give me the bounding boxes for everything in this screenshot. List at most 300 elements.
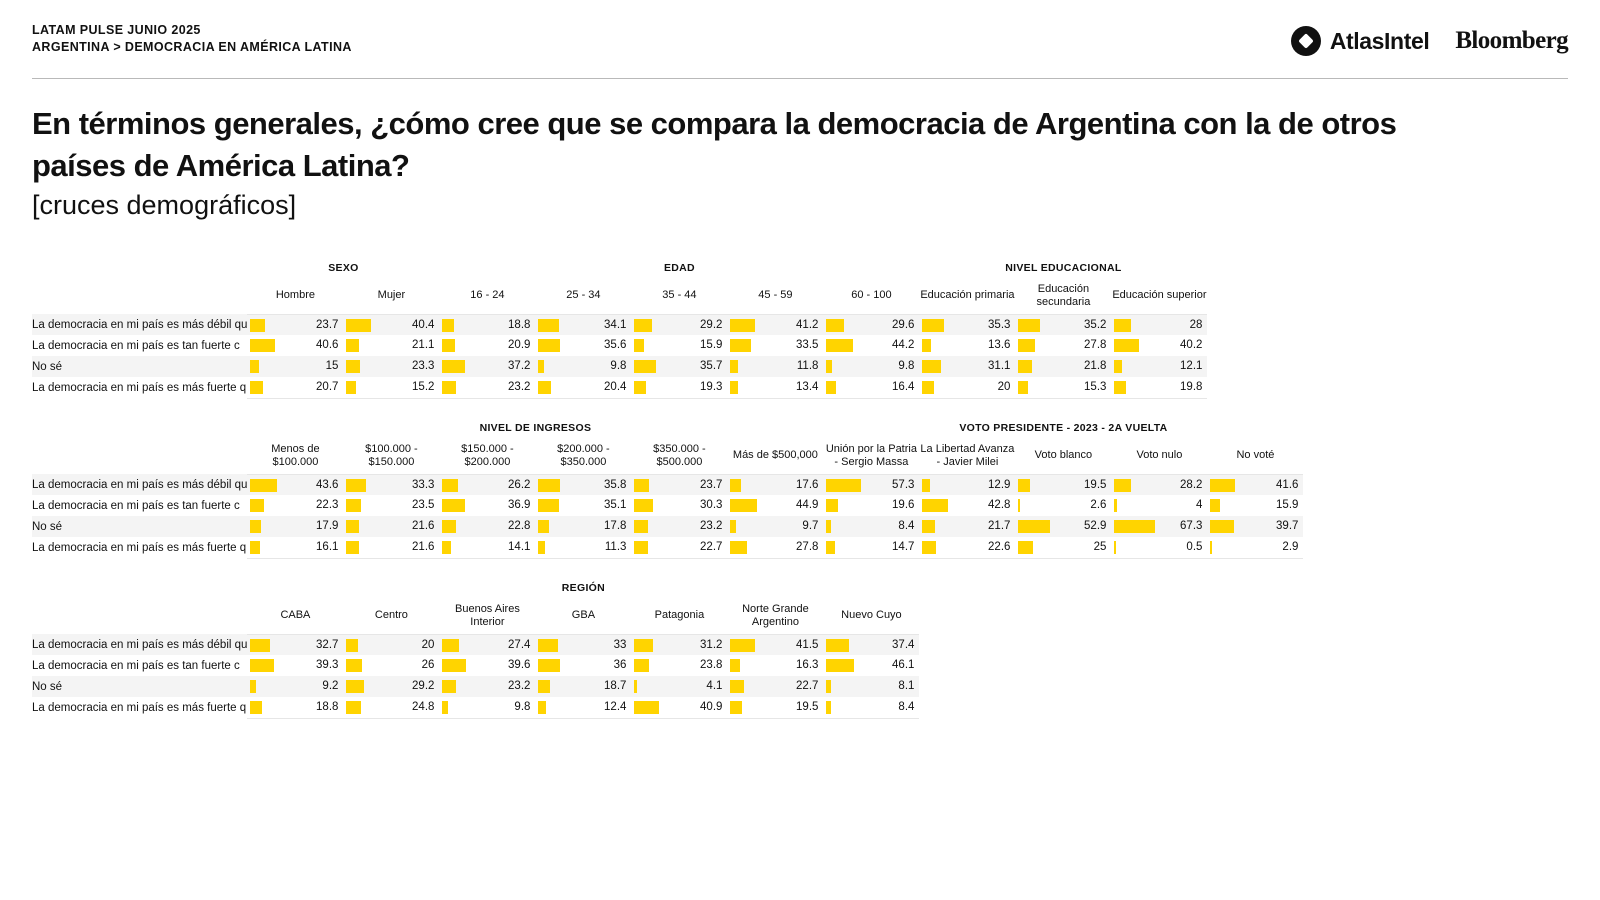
data-cell xyxy=(823,676,919,697)
column-header: Patagonia xyxy=(654,609,705,622)
value-label: 19.6 xyxy=(892,499,915,511)
value-label: 2.6 xyxy=(1090,499,1107,511)
value-bar xyxy=(730,659,740,672)
value-bar xyxy=(250,541,260,554)
data-cell xyxy=(823,335,919,356)
value-bar xyxy=(538,680,549,693)
column-header: 16 - 24 xyxy=(470,289,505,302)
data-cell xyxy=(343,495,439,516)
value-bar xyxy=(730,701,742,714)
value-bar xyxy=(250,339,274,352)
value-bar xyxy=(826,659,854,672)
column-header: Menos de $100.000 xyxy=(271,442,320,468)
value-bar xyxy=(1018,499,1020,512)
data-cell xyxy=(535,474,631,495)
value-label: 27.8 xyxy=(1084,339,1107,351)
value-bar xyxy=(442,701,448,714)
value-bar xyxy=(250,499,263,512)
value-bar xyxy=(1210,479,1235,492)
value-label: 29.6 xyxy=(892,318,915,331)
atlas-diamond-icon xyxy=(1291,26,1321,56)
value-bar xyxy=(442,319,453,332)
value-bar xyxy=(922,339,930,352)
value-label: 11.8 xyxy=(796,360,819,372)
value-bar xyxy=(730,639,755,652)
data-cell xyxy=(247,495,343,516)
value-bar xyxy=(1018,541,1033,554)
value-bar xyxy=(1018,339,1035,352)
group-header-row xyxy=(32,418,1303,438)
value-bar xyxy=(1114,360,1121,373)
data-cell xyxy=(439,516,535,537)
crosstab-block-1 xyxy=(32,258,1207,399)
value-label: 17.8 xyxy=(604,520,627,532)
crosstab-table xyxy=(32,578,919,719)
value-label: 23.8 xyxy=(700,659,723,671)
value-bar xyxy=(634,319,652,332)
data-cell xyxy=(1111,516,1207,537)
column-header: $200.000 - $350.000 xyxy=(557,442,610,468)
value-label: 4 xyxy=(1196,499,1203,511)
header-divider xyxy=(32,78,1568,79)
value-label: 4.1 xyxy=(706,680,723,692)
value-label: 39.3 xyxy=(316,659,339,671)
value-bar xyxy=(250,520,261,533)
value-label: 21.6 xyxy=(412,520,435,532)
table-row xyxy=(32,697,919,718)
value-label: 41.2 xyxy=(796,318,819,331)
table-row xyxy=(32,676,919,697)
value-label: 2.9 xyxy=(1282,541,1299,553)
data-cell xyxy=(727,537,823,558)
value-bar xyxy=(730,479,741,492)
data-cell xyxy=(631,655,727,676)
value-label: 33.5 xyxy=(796,339,819,351)
value-bar xyxy=(1018,360,1031,373)
crosstab-block-3 xyxy=(32,578,919,719)
value-bar xyxy=(538,701,545,714)
atlasintel-logo xyxy=(1291,26,1430,56)
data-cell xyxy=(439,314,535,335)
column-header-spacer xyxy=(32,438,247,474)
data-cell xyxy=(535,356,631,377)
data-cell xyxy=(1111,495,1207,516)
value-bar xyxy=(634,659,648,672)
data-cell xyxy=(919,537,1015,558)
data-cell xyxy=(1207,537,1303,558)
value-label: 20 xyxy=(421,638,435,651)
value-bar xyxy=(538,639,558,652)
value-label: 23.7 xyxy=(316,318,339,331)
value-label: 24.8 xyxy=(412,701,435,713)
value-label: 21.6 xyxy=(412,541,435,553)
data-cell xyxy=(1207,495,1303,516)
data-cell xyxy=(631,474,727,495)
value-bar xyxy=(634,639,653,652)
value-label: 29.2 xyxy=(700,318,723,331)
value-label: 33.3 xyxy=(412,478,435,491)
table-row xyxy=(32,655,919,676)
value-label: 35.1 xyxy=(604,499,627,511)
value-bar xyxy=(538,381,550,394)
value-label: 35.7 xyxy=(700,360,723,372)
value-label: 36 xyxy=(613,659,627,671)
value-label: 35.8 xyxy=(604,478,627,491)
value-bar xyxy=(442,339,455,352)
data-cell xyxy=(247,474,343,495)
data-cell xyxy=(823,655,919,676)
data-cell xyxy=(823,314,919,335)
data-cell xyxy=(727,314,823,335)
data-cell xyxy=(919,377,1015,398)
data-cell xyxy=(535,634,631,655)
column-header: GBA xyxy=(571,609,596,622)
value-bar xyxy=(826,701,831,714)
value-bar xyxy=(634,541,648,554)
value-label: 8.4 xyxy=(898,520,915,532)
value-label: 29.2 xyxy=(412,680,435,692)
value-bar xyxy=(346,479,366,492)
data-cell xyxy=(343,516,439,537)
data-cell xyxy=(727,634,823,655)
table-row xyxy=(32,356,1207,377)
header xyxy=(32,22,1568,78)
data-cell xyxy=(247,356,343,377)
data-cell xyxy=(823,697,919,718)
data-cell xyxy=(343,537,439,558)
value-bar xyxy=(826,319,844,332)
table-row xyxy=(32,377,1207,398)
data-cell xyxy=(631,314,727,335)
value-label: 27.8 xyxy=(796,541,819,553)
value-bar xyxy=(442,479,458,492)
value-label: 44.9 xyxy=(796,499,819,511)
row-label: No sé xyxy=(32,676,247,697)
value-bar xyxy=(730,319,755,332)
value-label: 9.7 xyxy=(802,520,819,532)
value-label: 41.5 xyxy=(796,638,819,651)
column-header-row xyxy=(32,278,1207,314)
value-label: 14.1 xyxy=(508,541,531,553)
value-label: 35.3 xyxy=(988,318,1011,331)
data-cell xyxy=(1111,474,1207,495)
data-cell xyxy=(343,634,439,655)
value-label: 37.2 xyxy=(508,360,531,372)
value-bar xyxy=(250,479,276,492)
value-bar xyxy=(922,360,941,373)
data-cell xyxy=(1111,335,1207,356)
data-cell xyxy=(727,516,823,537)
value-label: 57.3 xyxy=(892,478,915,491)
data-cell xyxy=(535,516,631,537)
crosstab-table xyxy=(32,258,1207,399)
data-cell xyxy=(919,335,1015,356)
value-label: 0.5 xyxy=(1186,541,1203,553)
value-label: 19.8 xyxy=(1180,381,1203,393)
value-label: 16.3 xyxy=(796,659,819,671)
value-label: 36.9 xyxy=(508,499,531,511)
data-cell xyxy=(727,335,823,356)
value-bar xyxy=(1210,520,1234,533)
data-cell xyxy=(535,537,631,558)
value-label: 28 xyxy=(1189,318,1203,331)
group-header-3: NIVEL EDUCACIONAL xyxy=(919,258,1207,278)
value-label: 15.9 xyxy=(700,339,723,351)
data-cell xyxy=(247,676,343,697)
value-bar xyxy=(538,479,559,492)
value-bar xyxy=(1114,479,1131,492)
row-label: La democracia en mi país es más fuerte q xyxy=(32,377,247,398)
value-label: 19.5 xyxy=(796,701,819,713)
atlasintel-label: AtlasIntel xyxy=(1329,27,1430,54)
value-label: 23.7 xyxy=(700,478,723,491)
value-bar xyxy=(826,381,836,394)
data-cell xyxy=(247,634,343,655)
value-label: 13.4 xyxy=(796,381,819,393)
value-label: 20.4 xyxy=(604,381,627,393)
value-label: 12.4 xyxy=(604,701,627,713)
column-header: Educación primaria xyxy=(920,289,1015,302)
value-label: 44.2 xyxy=(892,339,915,351)
data-cell xyxy=(439,356,535,377)
column-header: Educación superior xyxy=(1112,289,1207,302)
value-bar xyxy=(634,520,648,533)
value-label: 18.8 xyxy=(508,318,531,331)
data-cell xyxy=(823,634,919,655)
value-bar xyxy=(1114,339,1138,352)
value-bar xyxy=(1114,499,1116,512)
value-bar xyxy=(1018,479,1030,492)
value-label: 15.2 xyxy=(412,381,435,393)
value-bar xyxy=(826,520,831,533)
data-cell xyxy=(919,314,1015,335)
value-label: 35.2 xyxy=(1084,318,1107,331)
column-header: Educación secundaria xyxy=(1036,282,1091,308)
value-bar xyxy=(346,659,362,672)
value-bar xyxy=(346,701,361,714)
value-label: 39.7 xyxy=(1276,520,1299,532)
value-label: 40.6 xyxy=(316,339,339,351)
value-label: 25 xyxy=(1093,541,1107,553)
data-cell xyxy=(919,356,1015,377)
data-cell xyxy=(727,356,823,377)
value-label: 34.1 xyxy=(604,318,627,331)
value-label: 22.3 xyxy=(316,499,339,511)
column-header-spacer xyxy=(32,598,247,634)
value-bar xyxy=(1018,381,1027,394)
data-cell xyxy=(343,356,439,377)
data-cell xyxy=(343,314,439,335)
value-label: 28.2 xyxy=(1180,478,1203,491)
value-label: 18.8 xyxy=(316,701,339,713)
data-cell xyxy=(631,676,727,697)
value-label: 23.2 xyxy=(700,520,723,532)
value-bar xyxy=(346,680,364,693)
value-label: 13.6 xyxy=(988,339,1011,351)
value-bar xyxy=(922,499,948,512)
crosstab-block-2 xyxy=(32,418,1303,559)
value-label: 9.8 xyxy=(514,701,531,713)
value-bar xyxy=(346,499,360,512)
data-cell xyxy=(247,377,343,398)
value-label: 42.8 xyxy=(988,499,1011,511)
data-cell xyxy=(919,474,1015,495)
value-label: 23.5 xyxy=(412,499,435,511)
data-cell xyxy=(727,655,823,676)
group-header-1: NIVEL DE INGRESOS xyxy=(247,418,823,438)
value-bar xyxy=(826,360,832,373)
value-bar xyxy=(826,339,853,352)
group-header-1: REGIÓN xyxy=(247,578,919,598)
data-cell xyxy=(631,335,727,356)
value-label: 21.8 xyxy=(1084,360,1107,372)
value-label: 33 xyxy=(613,638,627,651)
column-header: 25 - 34 xyxy=(566,289,601,302)
value-label: 16.4 xyxy=(892,381,915,393)
value-label: 18.7 xyxy=(604,680,627,692)
data-cell xyxy=(535,697,631,718)
row-label: La democracia en mi país es más débil qu xyxy=(32,314,247,335)
data-cell xyxy=(247,655,343,676)
value-bar xyxy=(1114,520,1154,533)
value-label: 30.3 xyxy=(700,499,723,511)
value-label: 9.2 xyxy=(322,680,339,692)
column-header: Más de $500,000 xyxy=(732,449,818,462)
data-cell xyxy=(439,377,535,398)
data-cell xyxy=(439,676,535,697)
column-header: $150.000 - $200.000 xyxy=(461,442,514,468)
value-label: 8.4 xyxy=(898,701,915,713)
data-cell xyxy=(535,655,631,676)
data-cell xyxy=(247,537,343,558)
data-cell xyxy=(631,495,727,516)
value-label: 22.8 xyxy=(508,520,531,532)
value-label: 15.9 xyxy=(1276,499,1299,511)
value-label: 21.1 xyxy=(412,339,435,351)
value-bar xyxy=(442,659,466,672)
value-label: 43.6 xyxy=(316,478,339,491)
column-header: 60 - 100 xyxy=(851,289,892,302)
data-cell xyxy=(727,474,823,495)
value-label: 46.1 xyxy=(892,659,915,671)
value-label: 15.3 xyxy=(1084,381,1107,393)
value-bar xyxy=(442,499,464,512)
data-cell xyxy=(1015,495,1111,516)
value-label: 22.7 xyxy=(700,541,723,553)
column-header: CABA xyxy=(280,609,311,622)
data-cell xyxy=(1015,356,1111,377)
page-title: En términos generales, ¿cómo cree que se compara la democracia de Argentina con la de otros países de América Latina? xyxy=(32,106,1397,183)
value-bar xyxy=(634,479,648,492)
data-cell xyxy=(439,655,535,676)
value-bar xyxy=(538,520,549,533)
value-label: 12.1 xyxy=(1180,360,1203,372)
value-bar xyxy=(1018,520,1050,533)
table-row xyxy=(32,474,1303,495)
value-bar xyxy=(1114,319,1131,332)
data-cell xyxy=(631,377,727,398)
column-header: $100.000 - $150.000 xyxy=(365,442,418,468)
column-header: Unión por la Patria - Sergio Massa xyxy=(825,442,917,468)
data-cell xyxy=(343,655,439,676)
value-bar xyxy=(634,381,646,394)
value-label: 27.4 xyxy=(508,638,531,651)
value-bar xyxy=(538,360,544,373)
value-bar xyxy=(250,381,262,394)
value-label: 15 xyxy=(325,360,339,372)
data-cell xyxy=(727,676,823,697)
table-row xyxy=(32,495,1303,516)
data-cell xyxy=(823,474,919,495)
data-cell xyxy=(439,634,535,655)
value-bar xyxy=(826,639,848,652)
data-cell xyxy=(1015,335,1111,356)
group-header-spacer xyxy=(32,258,247,278)
column-header: $350.000 - $500.000 xyxy=(653,442,706,468)
row-label: No sé xyxy=(32,356,247,377)
column-header: Nuevo Cuyo xyxy=(841,609,902,622)
value-label: 16.1 xyxy=(316,541,339,553)
value-label: 41.6 xyxy=(1276,478,1299,491)
value-label: 52.9 xyxy=(1084,520,1107,532)
value-bar xyxy=(1210,541,1212,554)
table-row xyxy=(32,314,1207,335)
column-header: Voto nulo xyxy=(1136,449,1183,462)
group-header-2: VOTO PRESIDENTE - 2023 - 2A VUELTA xyxy=(823,418,1303,438)
value-label: 8.1 xyxy=(898,680,915,692)
value-bar xyxy=(538,541,545,554)
data-cell xyxy=(631,697,727,718)
bloomberg-logo: Bloomberg xyxy=(1455,27,1568,54)
group-header-row xyxy=(32,258,1207,278)
value-bar xyxy=(826,541,835,554)
value-bar xyxy=(442,639,458,652)
value-label: 20.9 xyxy=(508,339,531,351)
value-label: 26 xyxy=(421,659,435,671)
row-label: La democracia en mi país es tan fuerte c xyxy=(32,495,247,516)
column-header: Voto blanco xyxy=(1034,449,1093,462)
data-cell xyxy=(343,335,439,356)
data-cell xyxy=(631,634,727,655)
data-cell xyxy=(919,516,1015,537)
value-label: 32.7 xyxy=(316,638,339,651)
column-header-row xyxy=(32,598,919,634)
value-label: 17.6 xyxy=(796,478,819,491)
value-bar xyxy=(250,701,261,714)
value-label: 14.7 xyxy=(892,541,915,553)
value-bar xyxy=(730,360,737,373)
data-cell xyxy=(727,377,823,398)
value-label: 11.3 xyxy=(604,541,627,553)
column-header: 35 - 44 xyxy=(662,289,697,302)
column-header: Norte Grande Argentino xyxy=(742,602,809,628)
value-label: 40.4 xyxy=(412,318,435,331)
data-cell xyxy=(535,314,631,335)
crosstab-table xyxy=(32,418,1303,559)
data-cell xyxy=(631,537,727,558)
value-bar xyxy=(538,659,560,672)
value-label: 19.5 xyxy=(1084,478,1107,491)
value-bar xyxy=(1210,499,1220,512)
data-cell xyxy=(439,335,535,356)
column-header-spacer xyxy=(32,278,247,314)
column-header: Hombre xyxy=(275,289,315,302)
data-cell xyxy=(247,697,343,718)
data-cell xyxy=(1207,474,1303,495)
value-bar xyxy=(346,520,359,533)
data-cell xyxy=(1207,516,1303,537)
value-bar xyxy=(442,520,456,533)
